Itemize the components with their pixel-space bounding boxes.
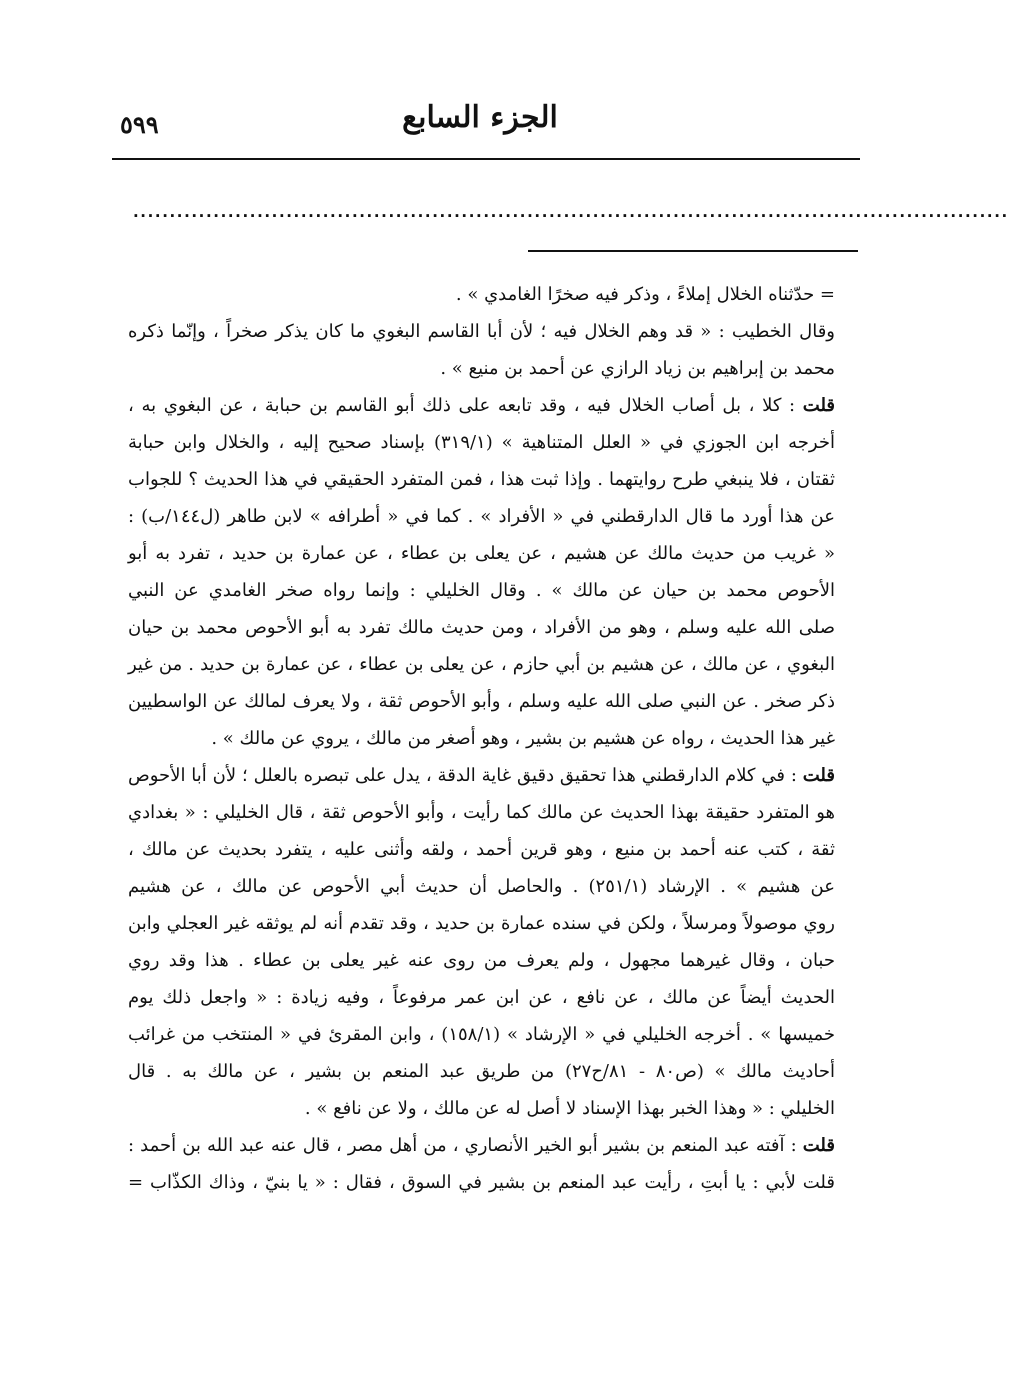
text-line — [128, 498, 835, 535]
paragraph-lead-word: قلت — [802, 395, 836, 416]
text-line — [128, 1127, 835, 1164]
text-line — [128, 683, 835, 720]
line-text: غير هذا الحديث ، رواه عن هشيم بن بشير ، وهو أصغر من مالك ، يروي عن مالك » . — [211, 728, 835, 749]
text-line — [128, 572, 835, 609]
text-line — [128, 905, 835, 942]
line-text: : كلا ، بل أصاب الخلال فيه ، وقد تابعه على ذلك أبو القاسم بن حبابة ، عن البغوي به ، — [128, 395, 803, 416]
line-text: ثقة ، كتب عنه أحمد بن منيع ، وهو قرين أحمد ، ولقه وأثنى عليه ، يتفرد بحديث عن مالك ، — [128, 839, 835, 860]
text-line — [128, 646, 835, 683]
running-title: الجزء السابع — [402, 100, 558, 135]
line-text: أخرجه ابن الجوزي في « العلل المتناهية » (٣١٩/١) بإسناد صحيح إليه ، والخلال وابن حبابة — [128, 432, 835, 453]
text-line — [128, 868, 835, 905]
text-line — [128, 535, 835, 572]
line-text: = حدّثناه الخلال إملاءً ، وذكر فيه صخرًا الغامدي » . — [455, 284, 835, 305]
text-line — [128, 313, 835, 350]
line-text: عن هشيم » . الإرشاد (٢٥١/١) . والحاصل أن حديث أبي الأحوص عن مالك ، عن هشيم — [128, 876, 836, 897]
text-line — [128, 757, 835, 794]
line-text: وقال الخطيب : « قد وهم الخلال فيه ؛ لأن أبا القاسم البغوي ما كان يذكر صخراً ، وإنّما ذكره — [128, 321, 835, 342]
text-line — [128, 1164, 835, 1201]
line-text: أحاديث مالك » (ص٨٠ - ٨١/ح٢٧) من طريق عبد المنعم بن بشير ، عن مالك به . قال — [128, 1061, 835, 1082]
line-text: البغوي ، عن مالك ، عن هشيم بن أبي حازم ، عن يعلى بن عطاء ، عن عمارة بن حديد . من غير — [128, 654, 835, 675]
text-line — [128, 609, 835, 646]
line-text: الأحوص محمد بن حيان عن مالك » . وقال الخليلي : وإنما رواه صخر الغامدي عن النبي — [128, 580, 835, 601]
line-text: ثقتان ، فلا ينبغي طرح روايتهما . وإذا ثبت هذا ، فمن المتفرد الحقيقي في هذا الحديث ؟ للجواب — [128, 469, 835, 490]
line-text: « غريب من حديث مالك عن هشيم ، عن يعلى بن عطاء ، عن عمارة بن حديد ، تفرد به أبو — [128, 543, 835, 564]
line-text: الحديث أيضاً عن مالك ، عن نافع ، عن ابن عمر مرفوعاً ، وفيه زيادة : « واجعل ذلك يوم — [128, 987, 835, 1008]
header-rule — [112, 158, 860, 160]
text-line — [128, 276, 835, 313]
line-text: حبان ، وقال غيرهما مجهول ، ولم يعرف من روى عنه غير يعلى بن عطاء . هذا وقد روي — [128, 950, 835, 971]
line-text: محمد بن إبراهيم بن زياد الرازي عن أحمد بن منيع » . — [440, 358, 835, 379]
text-line — [128, 720, 835, 757]
text-line — [128, 942, 835, 979]
text-line — [128, 831, 835, 868]
footnote-rule — [528, 250, 858, 252]
text-line — [128, 424, 835, 461]
text-line — [128, 1090, 835, 1127]
text-line — [128, 461, 835, 498]
text-line — [128, 1016, 835, 1053]
paragraph-lead-word: قلت — [802, 1135, 835, 1156]
text-line — [128, 350, 835, 387]
line-text: عن هذا أورد ما قال الدارقطني في « الأفراد » . كما في « أطرافه » لابن طاهر (ل١٤٤/ب) : — [128, 506, 835, 527]
line-text: ذكر صخر . عن النبي صلى الله عليه وسلم ، وأبو الأحوص ثقة ، ولا يعرف لمالك عن الواسطيين — [128, 691, 835, 712]
line-text: الخليلي : « وهذا الخبر بهذا الإسناد لا أصل له عن مالك ، ولا عن نافع » . — [304, 1098, 835, 1119]
line-text: قلت لأبي : يا أبتِ ، رأيت عبد المنعم بن بشير في السوق ، فقال : « يا بنيّ ، وذاك الكذّاب = — [128, 1172, 836, 1193]
line-text: خميسها » . أخرجه الخليلي في « الإرشاد » (١٥٨/١) ، وابن المقرئ في « المنتخب من غرائب — [128, 1024, 835, 1045]
line-text: روي موصولاً ومرسلاً ، ولكن في سنده عمارة بن حديد ، وقد تقدم أنه لم يوثقه غير العجلي وابن — [128, 913, 835, 934]
line-text: هو المتفرد حقيقة بهذا الحديث عن مالك كما رأيت ، وأبو الأحوص ثقة ، قال الخليلي : « بغدادي — [128, 802, 835, 823]
page-number: ٥٩٩ — [120, 110, 159, 139]
body-text — [128, 276, 835, 1201]
text-line — [128, 1053, 835, 1090]
line-text: صلى الله عليه وسلم ، وهو من الأفراد ، ومن حديث مالك تفرد به أبو الأحوص محمد بن حيان — [128, 617, 835, 638]
paragraph-lead-word: قلت — [802, 765, 835, 786]
text-line — [128, 794, 835, 831]
text-line — [128, 387, 835, 424]
text-line — [128, 979, 835, 1016]
line-text: : آفته عبد المنعم بن بشير أبو الخير الأنصاري ، من أهل مصر ، قال عنه عبد الله بن أحمد : — [128, 1135, 803, 1156]
dotted-separator: ........................................................................................................................ — [133, 203, 1009, 221]
line-text: : في كلام الدارقطني هذا تحقيق دقيق غاية الدقة ، يدل على تبصره بالعلل ؛ لأن أبا الأحوص — [128, 765, 803, 786]
